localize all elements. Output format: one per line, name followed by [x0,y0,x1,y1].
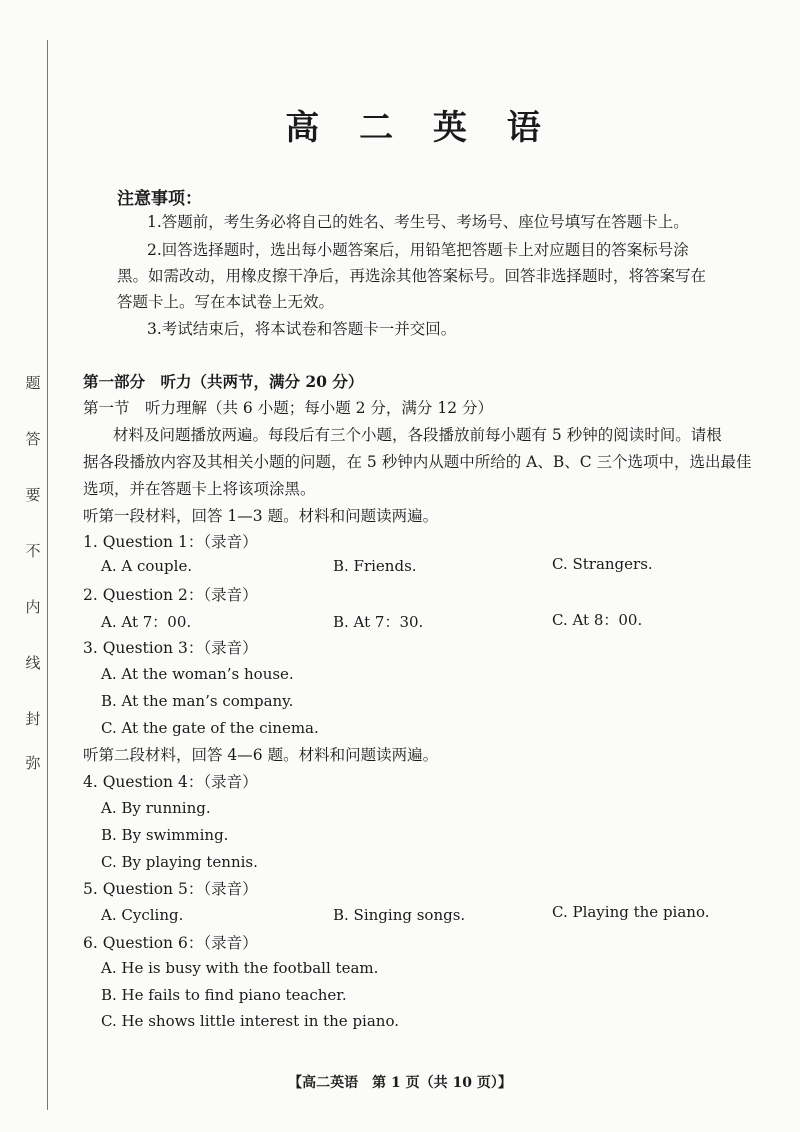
option-b: B. Singing songs. [333,906,466,924]
note-item: 1.答题前，考生务必将自己的姓名、考生号、考场号、座位号填写在答题卡上。 [147,213,689,231]
seal-char: 内 [25,598,41,616]
seal-line-notice [23,372,43,772]
notes-heading: 注意事项： [117,189,202,209]
page-footer: 【高二英语 第 1 页（共 10 页）】 [288,1075,512,1091]
seal-char: 要 [25,486,41,504]
group2-intro: 听第二段材料，回答 4—6 题。材料和问题读两遍。 [83,746,439,764]
option-b: B. At 7：30. [333,613,424,631]
section1-heading: 第一节 听力理解（共 6 小题；每小题 2 分，满分 12 分） [83,399,494,417]
question-stem: 5. Question 5：（录音） [83,880,258,898]
group1-intro: 听第一段材料，回答 1—3 题。材料和问题读两遍。 [83,507,439,525]
instructions-line: 据各段播放内容及其相关小题的问题，在 5 秒钟内从题中所给的 A、B、C 三个选项中，选出最佳 [83,453,752,471]
part1-heading: 第一部分 听力（共两节，满分 20 分） [83,372,364,391]
option-a: A. At the woman’s house. [101,665,294,683]
option-b: B. At the man’s company. [101,692,294,710]
note-item: 3.考试结束后，将本试卷和答题卡一并交回。 [147,320,457,338]
page-title: 高 二 英 语 [285,108,555,148]
option-c: C. By playing tennis. [101,853,258,871]
binding-margin-rule [47,40,48,1110]
option-b: B. He fails to find piano teacher. [101,986,347,1004]
question-stem: 4. Question 4：（录音） [83,773,258,791]
note-item: 答题卡上。写在本试卷上无效。 [117,293,335,311]
seal-char: 题 [25,374,41,392]
option-a: A. By running. [101,799,211,817]
question-stem: 1. Question 1：（录音） [83,533,258,551]
seal-char: 封 [25,710,41,728]
seal-char: 答 [25,430,41,448]
option-c: C. At the gate of the cinema. [101,719,319,737]
question-stem: 3. Question 3：（录音） [83,639,258,657]
option-c: C. Playing the piano. [552,903,710,921]
seal-char: 不 [25,542,41,560]
option-c: C. Strangers. [552,555,653,573]
option-a: A. Cycling. [101,906,184,924]
note-item: 2.回答选择题时，选出每小题答案后，用铅笔把答题卡上对应题目的答案标号涂 [147,241,689,259]
seal-char: 弥 [25,754,41,772]
option-a: A. He is busy with the football team. [101,959,379,977]
option-b: B. By swimming. [101,826,229,844]
option-c: C. He shows little interest in the piano. [101,1012,399,1030]
seal-char: 线 [25,654,41,672]
option-a: A. At 7：00. [101,613,192,631]
option-a: A. A couple. [101,557,193,575]
instructions-line: 材料及问题播放两遍。每段后有三个小题，各段播放前每小题有 5 秒钟的阅读时间。请根 [113,426,722,444]
option-c: C. At 8：00. [552,611,643,629]
option-b: B. Friends. [333,557,417,575]
question-stem: 2. Question 2：（录音） [83,586,258,604]
instructions-line: 选项，并在答题卡上将该项涂黑。 [83,480,316,498]
note-item: 黑。如需改动，用橡皮擦干净后，再选涂其他答案标号。回答非选择题时，将答案写在 [117,267,707,285]
question-stem: 6. Question 6：（录音） [83,934,258,952]
